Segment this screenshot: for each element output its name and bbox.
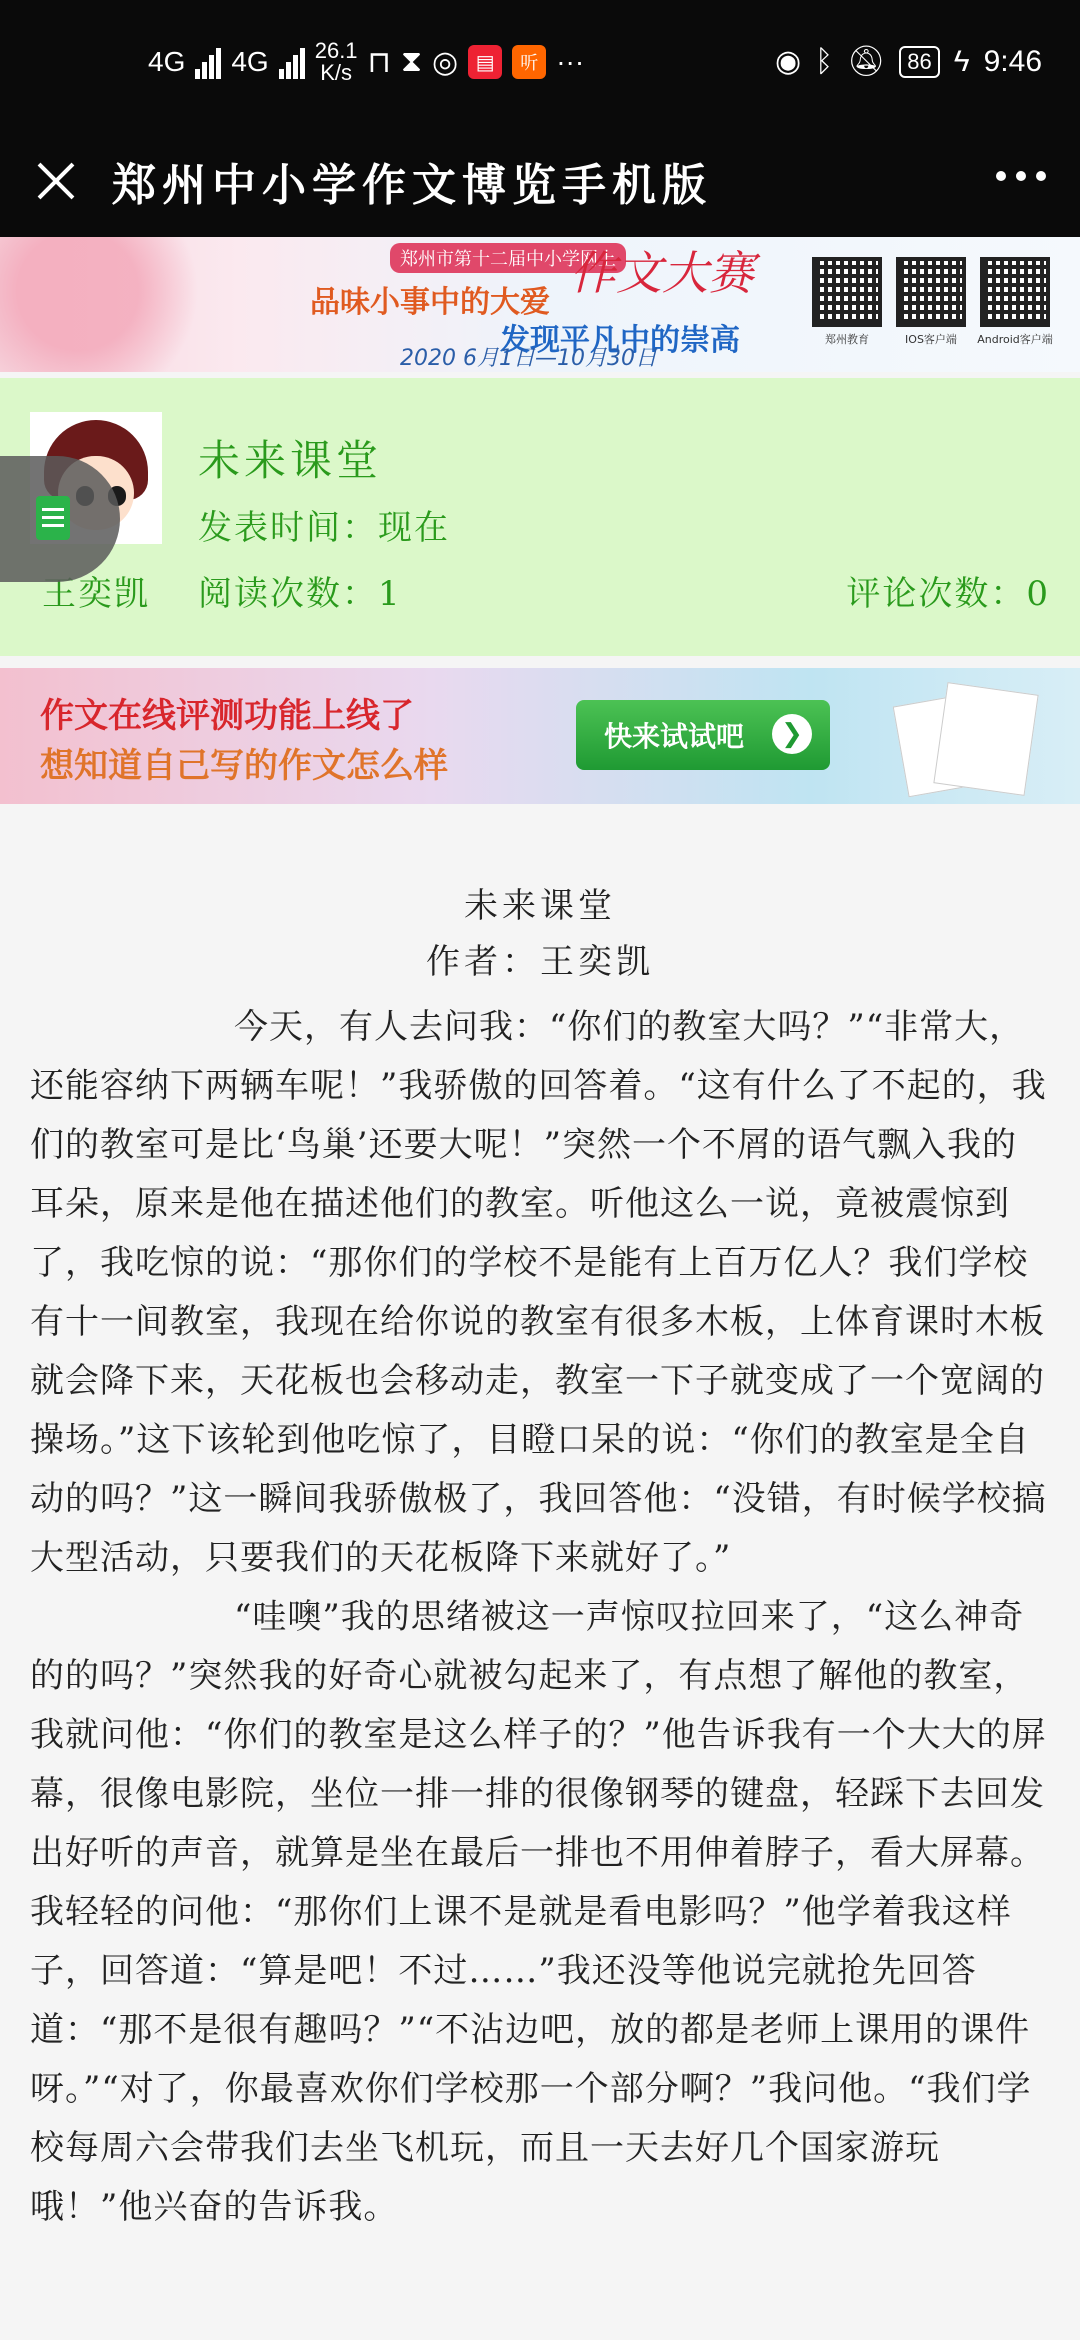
status-bar <box>0 0 1080 125</box>
eye-icon: ◉ <box>774 45 802 78</box>
qr-code-icon <box>980 257 1050 327</box>
charging-icon: ϟ <box>953 44 970 78</box>
clock: 9:46 <box>983 44 1042 78</box>
qr-code <box>812 257 882 347</box>
network-label-1: 4G <box>148 46 186 77</box>
qr-code-icon <box>896 257 966 327</box>
document-icon <box>36 496 70 540</box>
more-notifications-icon: ··· <box>556 46 585 77</box>
mute-icon: 🔕︎ <box>847 45 886 78</box>
qr-code <box>896 257 966 347</box>
qr-label: IOS客户端 <box>905 333 957 346</box>
evaluation-banner[interactable] <box>0 668 1080 804</box>
contest-banner-big-text: 作文大赛 <box>570 246 754 300</box>
bluetooth-icon: ᛒ <box>815 44 834 78</box>
listen-app-orange-icon: 听 <box>512 45 546 79</box>
network-label-2: 4G <box>231 46 269 77</box>
evaluation-banner-line1: 作文在线评测功能上线了 <box>40 696 414 736</box>
page-title: 郑州中小学作文博览手机版 <box>112 160 712 211</box>
article-body <box>30 998 1050 2237</box>
comment-count[interactable]: 评论次数：0 <box>846 574 1050 614</box>
wechat-icon: ◎ <box>432 45 459 79</box>
article-paragraph: “哇噢”我的思绪被这一声惊叹拉回来了，“这么神奇的的吗？”突然我的好奇心就被勾起来了，有点想了解他的教室，我就问他：“你们的教室是这么样子的？”他告诉我有一个大大的屏幕，很像电影院，坐位一排一排的很像钢琴的键盘，轻踩下去回发出好听的声音，就算是坐在最后一排也不用伸着脖子，看大屏幕。我轻轻的问他：“那你们上课不是就是看电影吗？”他学着我这样子，回答道：“算是吧！不过……”我还没等他说完就抢先回答道：“那不是很有趣吗？”“不沾边吧，放的都是老师上课用的课件呀。”“对了，你最喜欢你们学校那一个部分啊？”我问他。“我们学校每周六会带我们去坐飞机玩，而且一天去好几个国家游玩哦！”他兴奋的告诉我。 <box>30 1597 1047 2227</box>
listen-app-icon: ⊓ <box>367 45 391 79</box>
papers-illustration <box>880 678 1050 798</box>
signal-icon-2 <box>279 45 305 79</box>
network-speed-value: 26.1 <box>314 38 358 63</box>
qr-code-group <box>812 257 1053 347</box>
author-name[interactable]: 王奕凯 <box>42 574 150 614</box>
qr-label: 郑州教育 <box>825 333 869 346</box>
contest-banner-line1: 品味小事中的大爱 <box>310 285 550 320</box>
qr-code-icon <box>812 257 882 327</box>
network-speed <box>315 40 358 84</box>
title-bar <box>0 125 1080 237</box>
try-now-label: 快来试试吧 <box>604 720 745 753</box>
try-now-button[interactable] <box>576 700 830 770</box>
article-paragraph: 今天，有人去问我：“你们的教室大吗？”“非常大，还能容纳下两辆车呢！”我骄傲的回答着。“这有什么了不起的，我们的教室可是比‘鸟巢’还要大呢！”突然一个不屑的语气飘入我的耳朵，原来是他在描述他们的教室。听他这么一说，竟被震惊到了，我吃惊的说：“那你们的学校不是能有上百万亿人？我们学校有十一间教室，我现在给你说的教室有很多木板，上体育课时木板就会降下来，天花板也会移动走，教室一下子就变成了一个宽阔的操场。”这下该轮到他吃惊了，目瞪口呆的说：“你们的教室是全自动的吗？”这一瞬间我骄傲极了，我回答他：“没错，有时候学校搞大型活动，只要我们的天花板降下来就好了。” <box>30 1007 1047 1578</box>
flower-decoration <box>0 237 260 372</box>
status-right <box>775 44 1042 79</box>
battery-icon: 86 <box>899 46 939 78</box>
arrow-right-icon: ❯ <box>772 714 812 754</box>
qr-code <box>977 257 1053 347</box>
more-options-icon[interactable] <box>996 171 1046 181</box>
read-count: 阅读次数：1 <box>198 574 402 614</box>
contest-banner-date: 2020 6月1日—10月30日 <box>400 346 657 371</box>
qr-label: Android客户端 <box>977 333 1053 346</box>
network-speed-unit: K/s <box>320 60 353 85</box>
hourglass-icon: ⧗ <box>400 45 423 78</box>
contest-banner[interactable] <box>0 237 1080 372</box>
article-author: 作者：王奕凯 <box>426 942 654 982</box>
close-icon[interactable] <box>28 153 84 209</box>
evaluation-banner-line2: 想知道自己写的作文怎么样 <box>40 746 448 786</box>
article <box>0 830 1080 2340</box>
book-app-icon: ▤ <box>468 45 502 79</box>
status-left <box>148 40 584 84</box>
card-article-title: 未来课堂 <box>198 436 383 485</box>
signal-icon <box>195 45 221 79</box>
article-title: 未来课堂 <box>464 886 616 926</box>
publish-time: 发表时间：现在 <box>198 508 450 548</box>
author-card <box>0 378 1080 656</box>
contest-banner-top-label: 郑州市第十二届中小学网上 <box>390 243 626 273</box>
contest-banner-line2: 发现平凡中的崇高 <box>500 323 740 358</box>
